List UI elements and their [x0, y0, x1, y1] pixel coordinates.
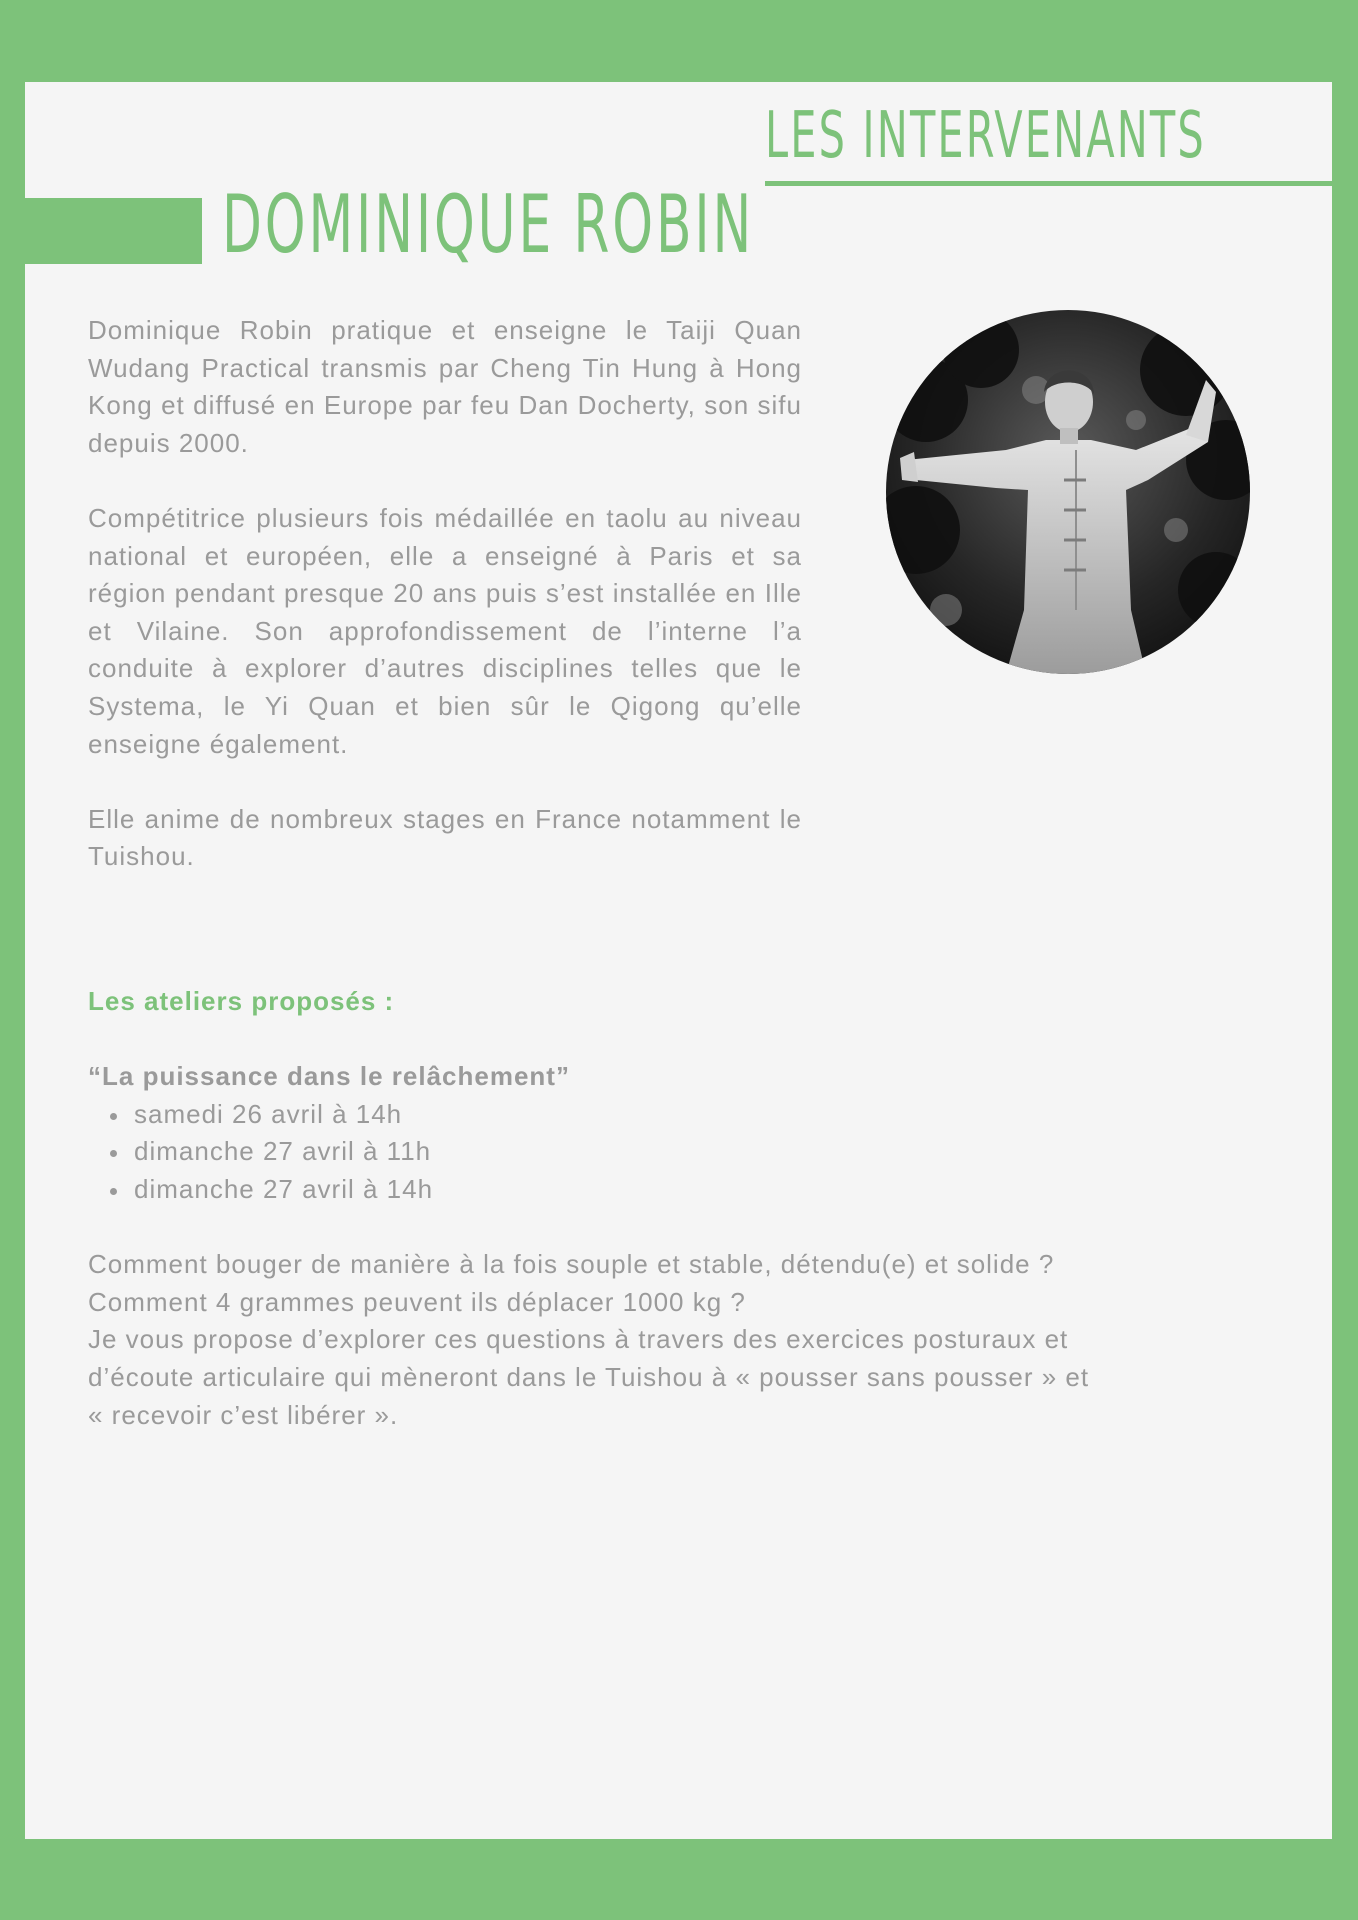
workshop-title: “La puissance dans le relâchement” [88, 1061, 570, 1092]
description-line: d’écoute articulaire qui mèneront dans le Tuishou à « pousser sans pousser » et [88, 1361, 1090, 1392]
workshop-date-item: dimanche 27 avril à 14h [134, 1171, 1288, 1209]
section-title-underline [765, 181, 1332, 186]
name-accent-bar [25, 198, 202, 264]
description-line: Comment 4 grammes peuvent ils déplacer 1000 kg ? [88, 1286, 746, 1317]
workshop-description [88, 1246, 1288, 1434]
description-line: « recevoir c’est libérer ». [88, 1399, 399, 1430]
bio-paragraph: Dominique Robin pratique et enseigne le Taiji Quan Wudang Practical transmis par Cheng Tin Hung à Hong Kong et diffusé en Europe par feu Dan Docherty, son sifu depuis 2000. [88, 315, 802, 458]
workshops-section [88, 983, 1288, 1434]
workshop-date-item: samedi 26 avril à 14h [134, 1096, 1288, 1134]
speaker-portrait-photo [886, 310, 1250, 674]
bio-paragraph: Elle anime de nombreux stages en France notamment le Tuishou. [88, 803, 802, 872]
description-line: Je vous propose d’explorer ces questions à travers des exercices posturaux et [88, 1324, 1069, 1355]
workshop-date-item: dimanche 27 avril à 11h [134, 1133, 1288, 1171]
description-line: Comment bouger de manière à la fois souple et stable, détendu(e) et solide ? [88, 1249, 1055, 1280]
section-title: LES INTERVENANTS [765, 99, 1206, 173]
workshop-dates-list [88, 1096, 1288, 1209]
speaker-bio [88, 312, 802, 914]
bio-paragraph: Compétitrice plusieurs fois médaillée en taolu au niveau national et européen, elle a enseigné à Paris et sa région pendant presque 20 ans puis s’est installée en Ille et Vilaine. Son approfondissement de l’interne l’a conduite à explorer d’autres disciplines telles que le Systema, le Yi Quan et bien sûr le Qigong qu’elle enseigne également. [88, 502, 802, 759]
workshops-heading: Les ateliers proposés : [88, 986, 395, 1016]
speaker-name: DOMINIQUE ROBIN [222, 178, 755, 271]
